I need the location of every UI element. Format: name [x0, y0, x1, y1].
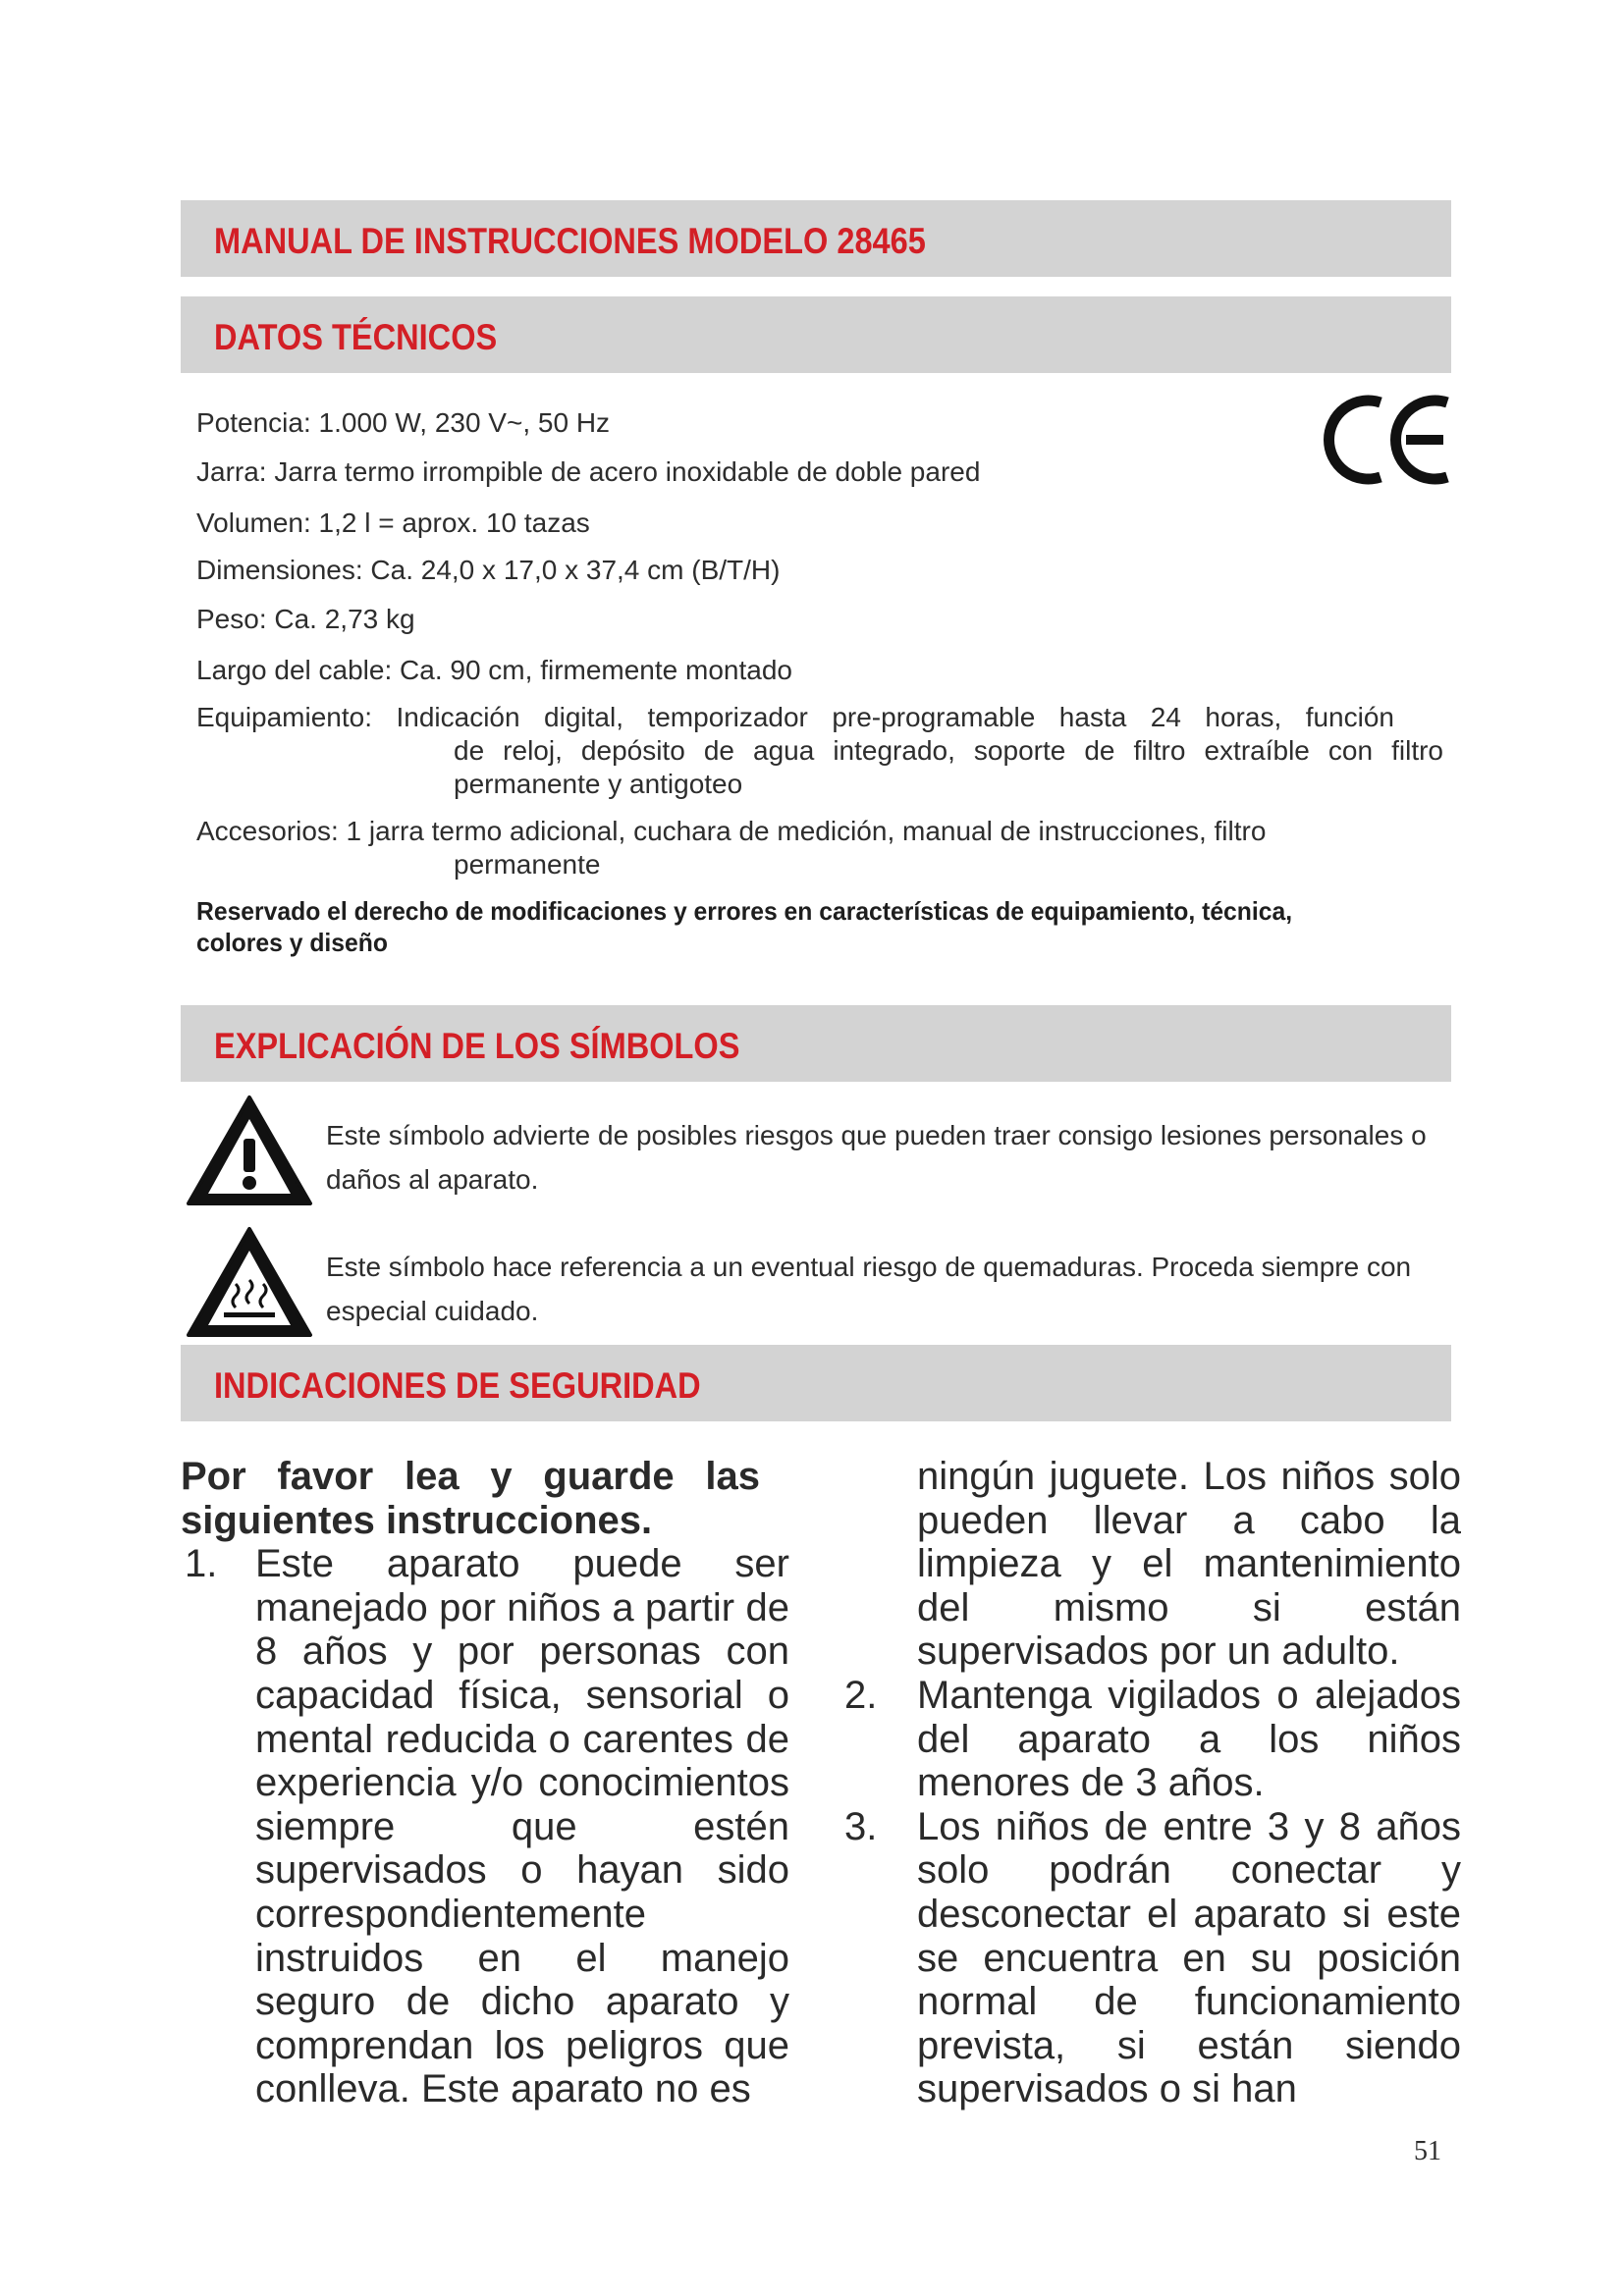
- modification-notice: Reservado el derecho de modificaciones y errores en características de equipamiento, técnica, colores y diseño: [196, 896, 1293, 957]
- safety-item-2: [844, 1674, 1461, 1805]
- spec-jug: Jarra: Jarra termo irrompible de acero inoxidable de doble pared: [196, 456, 981, 487]
- warning-symbol-text: Este símbolo advierte de posibles riesgos que pueden traer consigo lesiones personales o daños al aparato.: [326, 1120, 1427, 1195]
- spec-cable: Largo del cable: Ca. 90 cm, firmemente montado: [196, 655, 792, 685]
- safety-item-1-number: 1.: [185, 1542, 218, 1586]
- safety-item-3: [844, 1805, 1461, 2111]
- hot-surface-symbol-text: Este símbolo hace referencia a un eventual riesgo de quemaduras. Proceda siempre con especial cuidado.: [326, 1252, 1412, 1326]
- ce-mark-icon: [1324, 391, 1453, 489]
- spec-power: Potencia: 1.000 W, 230 V~, 50 Hz: [196, 407, 611, 438]
- spec-accessories-line1: Accesorios: 1 jarra termo adicional, cuchara de medición, manual de instrucciones, filtro: [196, 816, 1267, 846]
- safety-item-3-number: 3.: [844, 1804, 878, 1848]
- safety-item-3-text: Los niños de entre 3 y 8 años solo podrán conectar y desconectar el aparato si este se encuentra en su posición normal de funcionamiento prevista, si están siendo supervisados o si han: [917, 1804, 1461, 2111]
- spec-volume: Volumen: 1,2 l = aprox. 10 tazas: [196, 507, 590, 538]
- safety-column-left: [181, 1455, 789, 2111]
- manual-title-bar: [181, 200, 1451, 277]
- symbols-bar: [181, 1005, 1451, 1082]
- safety-item-1-text: Este aparato puede ser manejado por niños a partir de 8 años y por personas con capacidad física, sensorial o mental reducida o carentes de experiencia y/o conocimientos siempre que estén supervisados o hayan sido correspondientemente instruidos en el manejo seguro de dicho aparato y comprendan los peligros que conlleva. Este aparato no es: [255, 1542, 789, 2111]
- page-number: 51: [1414, 2136, 1441, 2166]
- spec-accessories: [196, 815, 1443, 881]
- safety-item-2-number: 2.: [844, 1673, 878, 1717]
- safety-column-right: [844, 1455, 1461, 2111]
- safety-item-1-cont-text: ningún juguete. Los niños solo pueden llevar a cabo la limpieza y el mantenimiento del mismo si están supervisados por un adulto.: [917, 1455, 1461, 1674]
- safety-item-2-text: Mantenga vigilados o alejados del aparato a los niños menores de 3 años.: [917, 1673, 1461, 1805]
- spec-equipment-line1: Equipamiento: Indicación digital, temporizador pre-programable hasta 24 horas, función: [196, 702, 1394, 732]
- spec-equipment: [196, 701, 1443, 801]
- tech-data-bar: [181, 296, 1451, 373]
- safety-intro: Por favor lea y guarde las siguientes instrucciones.: [181, 1455, 760, 1542]
- safety-item-1: [181, 1542, 789, 2111]
- warning-exclamation-icon: [185, 1092, 314, 1209]
- spec-weight: Peso: Ca. 2,73 kg: [196, 604, 415, 634]
- spec-dimensions: Dimensiones: Ca. 24,0 x 17,0 x 37,4 cm (B/T/H): [196, 555, 781, 585]
- hot-surface-icon: [185, 1223, 314, 1341]
- safety-item-1-continued: [844, 1455, 1461, 1674]
- symbols-title: EXPLICACIÓN DE LOS SÍMBOLOS: [214, 1026, 740, 1066]
- safety-bar: [181, 1345, 1451, 1421]
- tech-data-title: DATOS TÉCNICOS: [214, 317, 498, 357]
- spec-equipment-cont: de reloj, depósito de agua integrado, soporte de filtro extraíble con filtro permanente y antigoteo: [454, 735, 1443, 799]
- spec-accessories-cont: permanente: [454, 849, 601, 880]
- safety-title: INDICACIONES DE SEGURIDAD: [214, 1365, 701, 1406]
- manual-title: MANUAL DE INSTRUCCIONES MODELO 28465: [214, 221, 926, 261]
